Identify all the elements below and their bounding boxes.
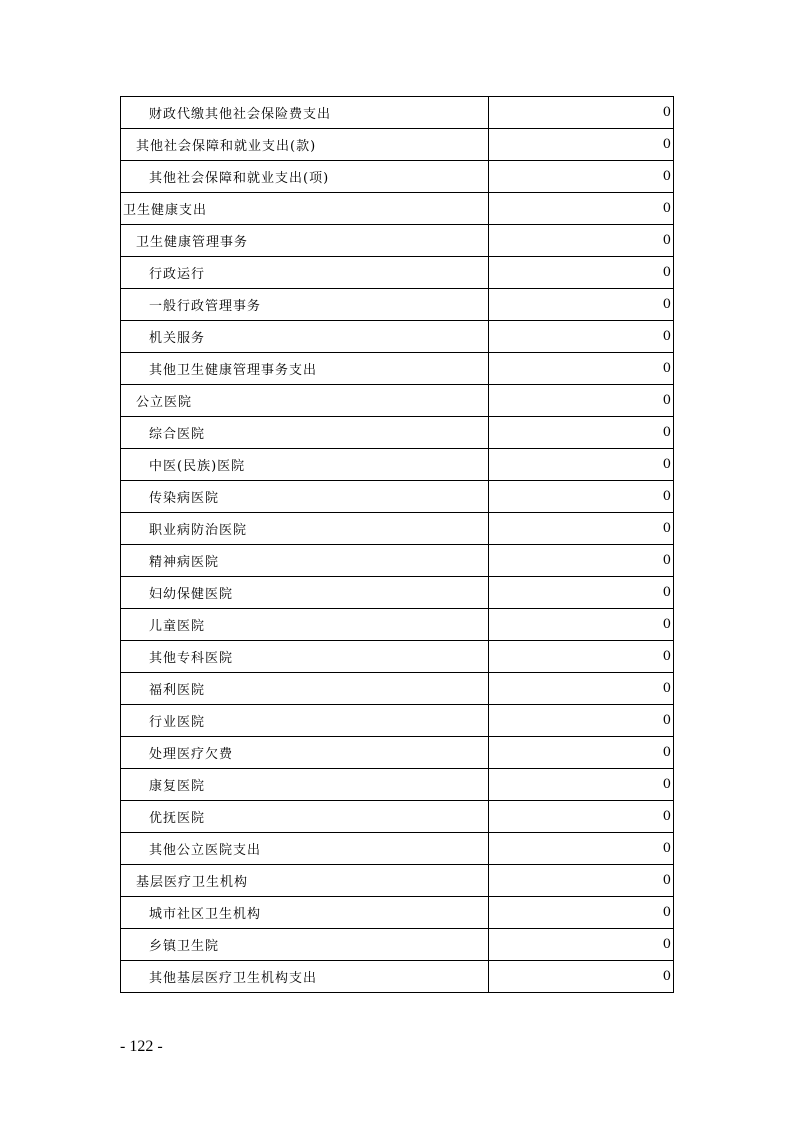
row-item-name: 一般行政管理事务 xyxy=(121,289,489,320)
row-item-value: 0 xyxy=(662,137,671,152)
row-item-value: 0 xyxy=(662,425,671,440)
table-row xyxy=(121,97,673,129)
table-row xyxy=(121,193,673,225)
table-row xyxy=(121,289,673,321)
table-row xyxy=(121,449,673,481)
table-row xyxy=(121,513,673,545)
table-row xyxy=(121,161,673,193)
row-item-value: 0 xyxy=(662,681,671,696)
table-row xyxy=(121,321,673,353)
row-item-name: 其他基层医疗卫生机构支出 xyxy=(121,961,489,992)
row-item-name: 综合医院 xyxy=(121,417,489,448)
row-item-value: 0 xyxy=(662,649,671,664)
row-item-value: 0 xyxy=(662,745,671,760)
row-item-value: 0 xyxy=(662,969,671,984)
page-number: - 122 - xyxy=(120,1038,163,1055)
row-item-value: 0 xyxy=(662,617,671,632)
row-item-value: 0 xyxy=(662,329,671,344)
row-item-name: 儿童医院 xyxy=(121,609,489,640)
row-item-value: 0 xyxy=(662,809,671,824)
table-row xyxy=(121,481,673,513)
table-row xyxy=(121,129,673,161)
row-item-name: 妇幼保健医院 xyxy=(121,577,489,608)
table-row xyxy=(121,225,673,257)
row-item-name: 康复医院 xyxy=(121,769,489,800)
row-item-value: 0 xyxy=(662,489,671,504)
table-row xyxy=(121,929,673,961)
row-item-value: 0 xyxy=(662,585,671,600)
row-item-name: 中医(民族)医院 xyxy=(121,449,489,480)
row-item-value: 0 xyxy=(662,873,671,888)
table-row xyxy=(121,545,673,577)
row-item-name: 公立医院 xyxy=(121,385,489,416)
row-item-name: 机关服务 xyxy=(121,321,489,352)
table-row xyxy=(121,801,673,833)
row-item-value: 0 xyxy=(662,169,671,184)
row-item-value: 0 xyxy=(662,393,671,408)
table-row xyxy=(121,641,673,673)
row-item-value: 0 xyxy=(662,265,671,280)
row-item-name: 传染病医院 xyxy=(121,481,489,512)
row-item-name: 精神病医院 xyxy=(121,545,489,576)
table-row xyxy=(121,961,673,993)
row-item-value: 0 xyxy=(662,905,671,920)
row-item-name: 其他社会保障和就业支出(项) xyxy=(121,161,489,192)
table-row xyxy=(121,417,673,449)
table-row xyxy=(121,705,673,737)
row-item-name: 职业病防治医院 xyxy=(121,513,489,544)
row-item-name: 其他专科医院 xyxy=(121,641,489,672)
row-item-value: 0 xyxy=(662,777,671,792)
row-item-value: 0 xyxy=(662,233,671,248)
row-item-name: 处理医疗欠费 xyxy=(121,737,489,768)
row-item-value: 0 xyxy=(662,361,671,376)
table-row xyxy=(121,257,673,289)
row-item-name: 行政运行 xyxy=(121,257,489,288)
table-row xyxy=(121,737,673,769)
row-item-value: 0 xyxy=(662,201,671,216)
row-item-value: 0 xyxy=(662,521,671,536)
table-row xyxy=(121,577,673,609)
row-item-name: 优抚医院 xyxy=(121,801,489,832)
table-row xyxy=(121,609,673,641)
table-row xyxy=(121,865,673,897)
row-item-value: 0 xyxy=(662,937,671,952)
row-item-value: 0 xyxy=(662,841,671,856)
row-item-name: 其他社会保障和就业支出(款) xyxy=(121,129,489,160)
table-row xyxy=(121,673,673,705)
table-row xyxy=(121,385,673,417)
row-item-name: 福利医院 xyxy=(121,673,489,704)
table-row xyxy=(121,769,673,801)
table-row xyxy=(121,833,673,865)
row-item-name: 基层医疗卫生机构 xyxy=(121,865,489,896)
table-row xyxy=(121,897,673,929)
row-item-name: 财政代缴其他社会保险费支出 xyxy=(121,97,489,128)
row-item-name: 城市社区卫生机构 xyxy=(121,897,489,928)
row-item-value: 0 xyxy=(662,713,671,728)
row-item-name: 乡镇卫生院 xyxy=(121,929,489,960)
row-item-name: 卫生健康支出 xyxy=(121,193,489,224)
row-item-name: 卫生健康管理事务 xyxy=(121,225,489,256)
row-item-value: 0 xyxy=(662,553,671,568)
row-item-value: 0 xyxy=(662,457,671,472)
table-row xyxy=(121,353,673,385)
row-item-name: 其他公立医院支出 xyxy=(121,833,489,864)
row-item-name: 其他卫生健康管理事务支出 xyxy=(121,353,489,384)
row-item-value: 0 xyxy=(662,105,671,120)
expenditure-table xyxy=(120,96,674,993)
row-item-value: 0 xyxy=(662,297,671,312)
row-item-name: 行业医院 xyxy=(121,705,489,736)
